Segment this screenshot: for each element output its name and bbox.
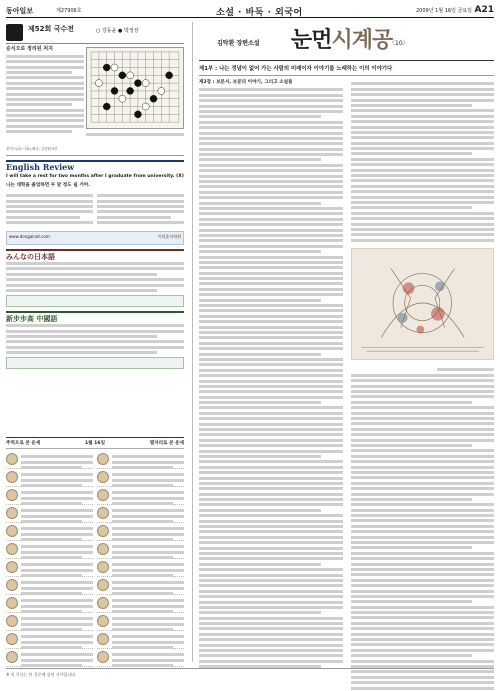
fortune-item: [6, 631, 93, 649]
english-ad-banner[interactable]: [6, 231, 184, 245]
leo-zodiac-icon: [97, 561, 109, 573]
pig-zodiac-icon: [6, 651, 18, 663]
section-title: 소설 · 바둑 · 외국어: [216, 8, 303, 18]
novel-title-part2: 시계공: [331, 27, 393, 53]
virgo-zodiac-icon: [97, 579, 109, 591]
tiger-zodiac-icon: [6, 489, 18, 501]
fortune-item: [97, 469, 184, 487]
rooster-zodiac-icon: [6, 615, 18, 627]
episode-number: 〈10〉: [389, 40, 409, 47]
rat-zodiac-icon: [6, 453, 18, 465]
fortune-item: [97, 631, 184, 649]
sheep-zodiac-icon: [6, 579, 18, 591]
aquarius-zodiac-icon: [97, 453, 109, 465]
japanese-section: [6, 249, 184, 307]
english-ad-sponsor: 이익훈어학원: [157, 233, 181, 239]
monkey-zodiac-icon: [6, 597, 18, 609]
chinese-ad-banner[interactable]: [6, 357, 184, 369]
novel-illustration: [351, 248, 495, 360]
fortune-item: [97, 649, 184, 667]
novel-author: 김탁환 장편소설: [217, 40, 260, 47]
novel-title-part1: 눈먼: [291, 27, 332, 53]
fortune-item: [6, 613, 93, 631]
english-question-korean: 나는 대학을 졸업하면 두 달 정도 쉴 거야.: [6, 182, 90, 188]
novel-title: [291, 23, 392, 54]
page-number: A21: [474, 5, 494, 15]
japanese-ad-banner[interactable]: [6, 295, 184, 307]
baduk-stone-icon: [6, 24, 23, 41]
fortune-item: [97, 595, 184, 613]
novel-column-right: [351, 80, 495, 691]
rabbit-zodiac-icon: [6, 507, 18, 519]
ox-zodiac-icon: [6, 471, 18, 483]
fortune-item: [6, 595, 93, 613]
masthead: [6, 4, 494, 18]
pisces-zodiac-icon: [97, 471, 109, 483]
baduk-headline: 승식으로 정리된 처지: [6, 46, 53, 52]
dragon-zodiac-icon: [6, 525, 18, 537]
snake-zodiac-icon: [6, 543, 18, 555]
scorpio-zodiac-icon: [97, 615, 109, 627]
aries-zodiac-icon: [97, 489, 109, 501]
fortune-section: [6, 437, 184, 665]
illustration-caption: [351, 368, 495, 371]
baduk-players: ○ 강동윤 ● 박정상: [96, 28, 139, 34]
english-review-title: English Review: [6, 162, 75, 173]
taurus-zodiac-icon: [97, 507, 109, 519]
horse-zodiac-icon: [6, 561, 18, 573]
english-ad-url[interactable]: www.dongainet.com: [9, 233, 50, 239]
fortune-left-title: 주역으로 본 운세: [6, 441, 41, 446]
fortune-item: [6, 505, 93, 523]
issue-number: 제27906호: [56, 8, 82, 14]
novel-column-left: [199, 80, 343, 691]
novel-chapter: 제1부 : 나는 정념이 없어 가는 사람의 미래이자 이야기를 노래하는 이의 이야기다: [199, 60, 494, 76]
baduk-commentary: [6, 47, 84, 136]
issue-date: 2009년 1월 16일 금요일: [415, 8, 472, 14]
fortune-item: [97, 577, 184, 595]
fortune-item: [6, 559, 93, 577]
go-board-diagram: [86, 47, 184, 129]
fortune-item: [97, 451, 184, 469]
fortune-item: [97, 541, 184, 559]
fortune-right-title: 별자리로 본 운세: [149, 441, 184, 446]
japanese-title: みんなの日本語: [6, 251, 55, 261]
fortune-item: [6, 649, 93, 667]
cancer-zodiac-icon: [97, 543, 109, 555]
fortune-item: [6, 541, 93, 559]
fortune-date: 1월 16일: [84, 441, 106, 446]
fortune-item: [97, 505, 184, 523]
gemini-zodiac-icon: [97, 525, 109, 537]
chinese-section: [6, 311, 184, 369]
fortune-item: [97, 487, 184, 505]
english-question: I will take a rest for two months after I graduate from university. (X): [6, 173, 184, 179]
novel-section-title: 제2장 : 보문서, 보문의 이야기, 그리고 소설들: [199, 80, 293, 85]
libra-zodiac-icon: [97, 597, 109, 609]
english-review-section: [6, 160, 184, 244]
fortune-item: [97, 613, 184, 631]
baduk-title: 제52회 국수전: [28, 25, 74, 33]
fortune-item: [97, 523, 184, 541]
serial-novel-section: [192, 22, 494, 662]
fortune-item: [6, 577, 93, 595]
fortune-item: [6, 451, 93, 469]
baduk-footer: 장면도(21~29) 해설: 김영환 9단: [6, 147, 184, 156]
chinese-title: 新步步高 中國語: [6, 313, 58, 323]
baduk-section: [6, 47, 184, 145]
baduk-header: [6, 22, 184, 44]
board-caption: [86, 131, 184, 139]
fortune-item: [6, 523, 93, 541]
dog-zodiac-icon: [6, 633, 18, 645]
page-footer-note: ※ 이 기사는 본 신문에 실린 기사입니다.: [6, 668, 494, 678]
sagittarius-zodiac-icon: [97, 633, 109, 645]
fortune-item: [6, 469, 93, 487]
capricorn-zodiac-icon: [97, 651, 109, 663]
novel-header: [199, 22, 494, 60]
fortune-item: [97, 559, 184, 577]
newspaper-logo: 동아일보: [6, 7, 34, 15]
fortune-grid: [6, 451, 184, 667]
fortune-item: [6, 487, 93, 505]
